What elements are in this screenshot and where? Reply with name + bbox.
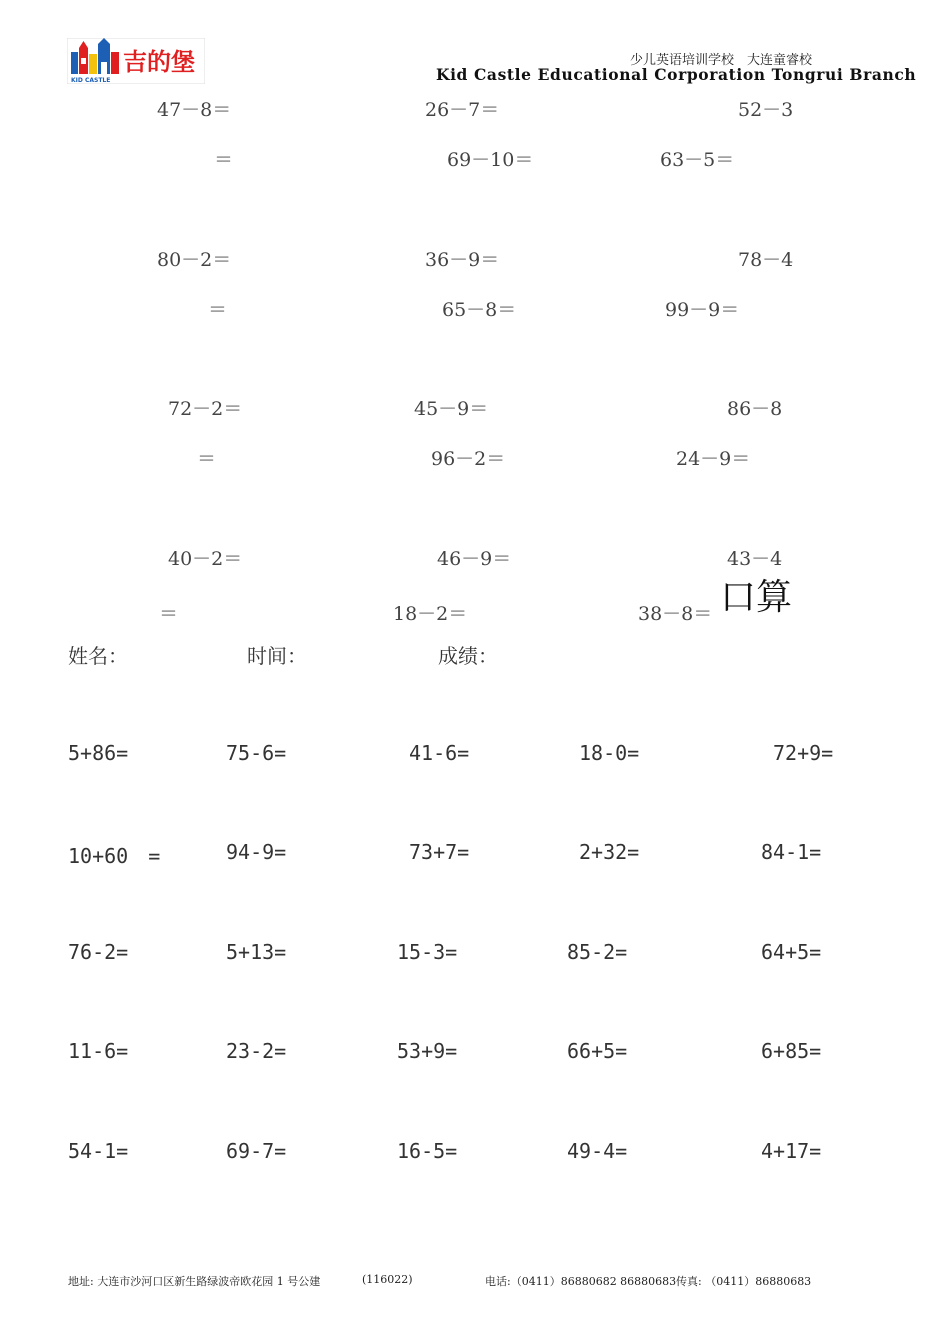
footer-address: 地址: 大连市沙河口区新生路绿波帝欧花园 1 号公建 [68,1275,321,1288]
footer-fax: 传真: （0411）86880683 [676,1275,812,1288]
problem: 10+60 = [68,844,161,868]
worksheet-title: 口算 [720,577,793,618]
problem: 18－2＝ [393,603,468,625]
problem: 96－2＝ [431,448,506,470]
problem: 69-7= [226,1139,287,1163]
problem: 99－9＝ [665,299,740,321]
problem: 43－4 [727,548,783,570]
problem: ＝ [197,448,217,470]
kid-castle-logo [67,38,205,84]
problem: 94-9= [226,840,287,864]
problem: 69－10＝ [447,149,534,171]
problem: 72+9= [773,741,834,765]
problem: 36－9＝ [425,249,500,271]
problem: 38－8＝ [638,603,713,625]
problem: 47－8＝ [157,99,232,121]
problem: 23-2= [226,1039,287,1063]
problem: 18-0= [579,741,640,765]
problem: 46－9＝ [437,548,512,570]
problem: 53+9= [397,1039,458,1063]
problem: 40－2＝ [168,548,243,570]
problem: 11-6= [68,1039,129,1063]
problem: 63－5＝ [660,149,735,171]
problem: 73+7= [409,840,470,864]
problem: 24－9＝ [676,448,751,470]
problem: 6+85= [761,1039,822,1063]
school-name-cn: 少儿英语培训学校 大连童睿校 [630,53,813,68]
score-label: 成绩： [438,644,498,668]
svg-text:KID CASTLE: KID CASTLE [71,77,111,84]
problem: 66+5= [567,1039,628,1063]
footer-phone: 电话:（0411）86880682 86880683 [485,1275,677,1288]
problem: 72－2＝ [168,398,243,420]
problem: 75-6= [226,741,287,765]
problem: 49-4= [567,1139,628,1163]
problem: 26－7＝ [425,99,500,121]
problem: 65－8＝ [442,299,517,321]
time-label: 时间： [247,644,307,668]
svg-text:吉的堡: 吉的堡 [123,48,195,76]
problem: 86－8 [727,398,783,420]
problem: 45－9＝ [414,398,489,420]
problem: 15-3= [397,940,458,964]
problem: 41-6= [409,741,470,765]
problem: ＝ [208,299,228,321]
problem: 64+5= [761,940,822,964]
problem: 16-5= [397,1139,458,1163]
problem: 4+17= [761,1139,822,1163]
problem: ＝ [214,149,234,171]
problem: ＝ [159,603,179,625]
footer-postcode: (116022) [362,1273,413,1286]
problem: 78－4 [738,249,794,271]
school-name-en: Kid Castle Educational Corporation Tongrui Branch [436,65,917,84]
problem: 80－2＝ [157,249,232,271]
castle-logo-icon [67,38,205,84]
problem: 2+32= [579,840,640,864]
problem: 85-2= [567,940,628,964]
problem: 76-2= [68,940,129,964]
problem: 84-1= [761,840,822,864]
problem: 5+13= [226,940,287,964]
problem: 52－3 [738,99,794,121]
name-label: 姓名： [68,644,128,668]
problem: 5+86= [68,741,129,765]
problem: 54-1= [68,1139,129,1163]
